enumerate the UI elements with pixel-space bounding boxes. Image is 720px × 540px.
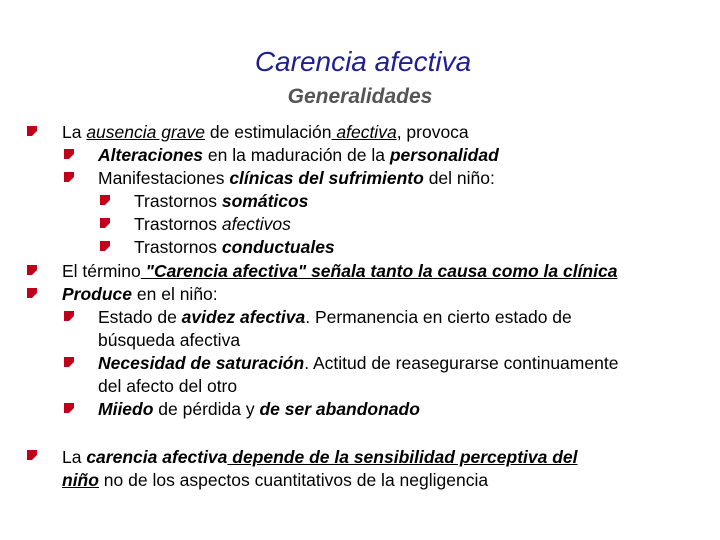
- bullet-conductuales: Trastornos conductuales: [134, 237, 335, 257]
- bullet-somaticos: Trastornos somáticos: [134, 191, 309, 211]
- bullet-avidez-continued: búsqueda afectiva: [98, 330, 241, 350]
- bullet-icon: [27, 265, 37, 275]
- bullet-miedo: Miiedo de pérdida y de ser abandonado: [98, 399, 420, 419]
- bullet-icon: [27, 288, 37, 298]
- bullet-produce: Produce en el niño:: [62, 284, 218, 304]
- bullet-alteraciones: Alteraciones en la maduración de la personalidad: [98, 145, 499, 165]
- bullet-icon: [100, 195, 110, 205]
- bullet-manifestaciones: Manifestaciones clínicas del sufrimiento del niño:: [98, 168, 495, 188]
- bullet-icon: [64, 172, 74, 182]
- bullet-icon: [64, 403, 74, 413]
- bullet-avidez: Estado de avidez afectiva. Permanencia en cierto estado de: [98, 307, 572, 327]
- bullet-saturacion: Necesidad de saturación. Actitud de reasegurarse continuamente: [98, 353, 619, 373]
- bullet-icon: [64, 149, 74, 159]
- bullet-carencia-continued: niño no de los aspectos cuantitativos de la negligencia: [62, 470, 489, 490]
- bullet-carencia-depende: La carencia afectiva depende de la sensibilidad perceptiva del: [62, 447, 578, 467]
- bullet-ausencia: La ausencia grave de estimulación afectiva, provoca: [62, 122, 469, 142]
- bullet-icon: [64, 311, 74, 321]
- bullet-icon: [100, 218, 110, 228]
- bullet-saturacion-continued: del afecto del otro: [98, 376, 238, 396]
- slide-subtitle: Generalidades: [287, 85, 433, 108]
- bullet-termino: El término "Carencia afectiva" señala tanto la causa como la clínica: [62, 261, 618, 281]
- bullet-icon: [27, 450, 37, 460]
- bullet-afectivos: Trastornos afectivos: [134, 214, 291, 234]
- bullet-icon: [100, 241, 110, 251]
- bullet-icon: [64, 357, 74, 367]
- slide-title: Carencia afectiva: [254, 46, 472, 77]
- bullet-icon: [27, 126, 37, 136]
